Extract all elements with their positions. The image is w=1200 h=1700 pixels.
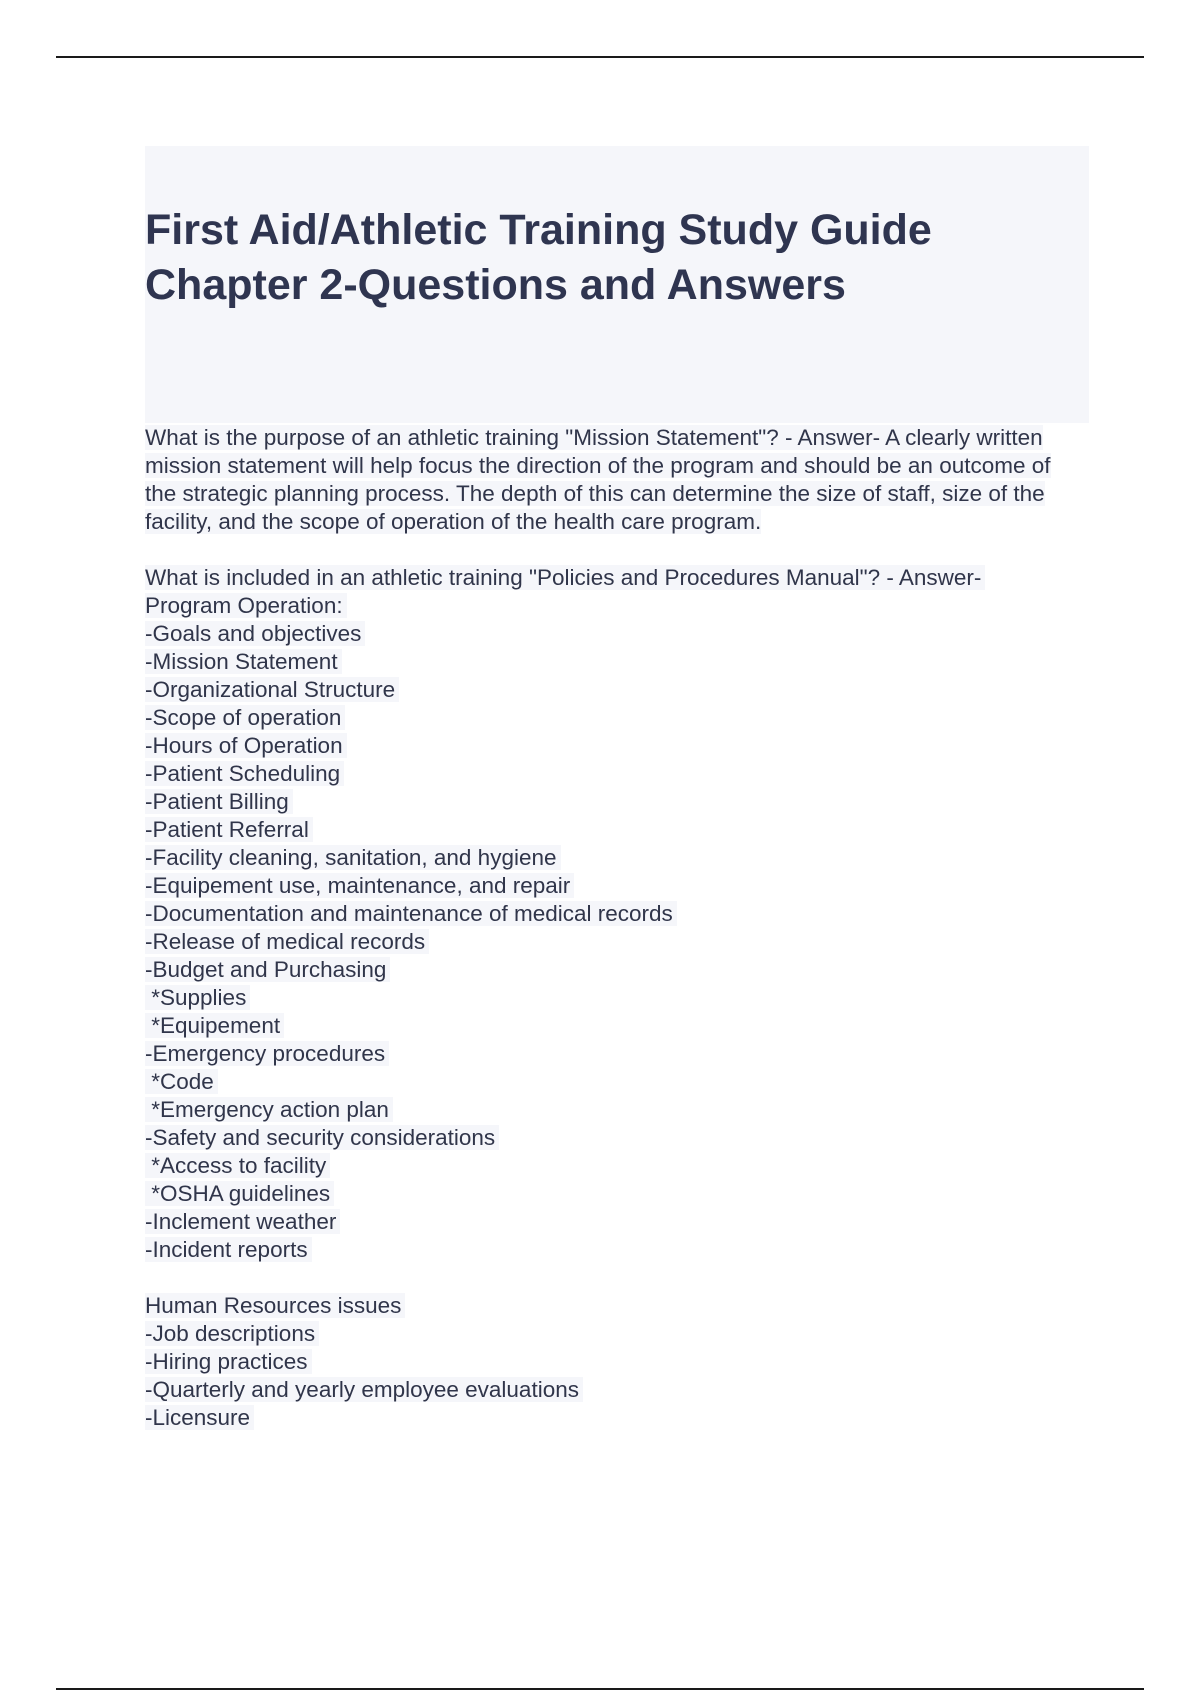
document-body xyxy=(145,424,1075,1432)
policies-item-line xyxy=(145,1096,1075,1124)
policies-item-line-text: -Scope of operation xyxy=(145,705,345,730)
policies-item-line xyxy=(145,1152,1075,1180)
policies-item-line-text: *Equipement xyxy=(145,1013,284,1038)
policies-item-line xyxy=(145,1068,1075,1096)
policies-item-line-text: *Access to facility xyxy=(145,1153,330,1178)
human-resources-section xyxy=(145,1292,1075,1432)
hr-item-line-text: -Quarterly and yearly employee evaluations xyxy=(145,1377,583,1402)
title-line-2: Chapter 2-Questions and Answers xyxy=(145,261,846,309)
policies-item-line xyxy=(145,620,1075,648)
policies-item-line-text: -Hours of Operation xyxy=(145,733,347,758)
policies-item-line-text: *Supplies xyxy=(145,985,250,1010)
policies-item-line xyxy=(145,984,1075,1012)
policies-item-line-text: What is included in an athletic training "Policies and Procedures Manual"? - Answer- xyxy=(145,565,985,590)
policies-item-line-text: *Emergency action plan xyxy=(145,1097,393,1122)
hr-item-line-text: Human Resources issues xyxy=(145,1293,405,1318)
question-mission-statement-text: What is the purpose of an athletic training "Mission Statement"? - Answer- A clearly written mission statement will help focus the direction of the program and should be an outcome of the strategic planning process. The depth of this can determine the size of staff, size of the facility, and the scope of operation of the health care program. xyxy=(145,425,1051,534)
policies-item-line xyxy=(145,592,1075,620)
policies-item-line xyxy=(145,564,1075,592)
policies-item-line-text: -Safety and security considerations xyxy=(145,1125,499,1150)
hr-item-line xyxy=(145,1376,1075,1404)
hr-item-line xyxy=(145,1404,1075,1432)
policies-item-line xyxy=(145,844,1075,872)
policies-item-line-text: -Budget and Purchasing xyxy=(145,957,390,982)
policies-item-line-text: *Code xyxy=(145,1069,218,1094)
bottom-rule xyxy=(56,1688,1144,1690)
policies-item-line xyxy=(145,816,1075,844)
policies-item-line xyxy=(145,900,1075,928)
policies-item-line xyxy=(145,1208,1075,1236)
hr-item-line xyxy=(145,1320,1075,1348)
policies-item-line-text: -Organizational Structure xyxy=(145,677,399,702)
policies-item-line xyxy=(145,872,1075,900)
policies-item-line-text: -Equipement use, maintenance, and repair xyxy=(145,873,574,898)
page-title xyxy=(145,203,1085,313)
policies-item-line-text: -Release of medical records xyxy=(145,929,429,954)
policies-item-line xyxy=(145,676,1075,704)
question-mission-statement xyxy=(145,424,1075,536)
policies-item-line xyxy=(145,1012,1075,1040)
title-line-1: First Aid/Athletic Training Study Guide xyxy=(145,206,932,254)
policies-item-line-text: -Incident reports xyxy=(145,1237,312,1262)
policies-item-line-text: -Patient Billing xyxy=(145,789,293,814)
policies-item-line xyxy=(145,956,1075,984)
policies-item-line-text: *OSHA guidelines xyxy=(145,1181,334,1206)
policies-item-line xyxy=(145,1040,1075,1068)
policies-item-line xyxy=(145,928,1075,956)
policies-item-line xyxy=(145,788,1075,816)
policies-item-line-text: -Emergency procedures xyxy=(145,1041,389,1066)
policies-item-line xyxy=(145,1124,1075,1152)
policies-item-line xyxy=(145,760,1075,788)
hr-item-line-text: -Licensure xyxy=(145,1405,254,1430)
hr-item-line-text: -Job descriptions xyxy=(145,1321,319,1346)
hr-item-line xyxy=(145,1292,1075,1320)
policies-item-line-text: -Inclement weather xyxy=(145,1209,340,1234)
policies-item-line-text: -Mission Statement xyxy=(145,649,342,674)
policies-item-line xyxy=(145,704,1075,732)
policies-item-line xyxy=(145,1180,1075,1208)
policies-item-line xyxy=(145,648,1075,676)
policies-item-line-text: -Patient Referral xyxy=(145,817,313,842)
policies-item-line xyxy=(145,1236,1075,1264)
hr-item-line-text: -Hiring practices xyxy=(145,1349,312,1374)
policies-item-line-text: -Documentation and maintenance of medical records xyxy=(145,901,677,926)
policies-item-line-text: Program Operation: xyxy=(145,593,347,618)
policies-item-line-text: -Facility cleaning, sanitation, and hygiene xyxy=(145,845,561,870)
policies-item-line-text: -Patient Scheduling xyxy=(145,761,344,786)
policies-item-line-text: -Goals and objectives xyxy=(145,621,365,646)
policies-item-line xyxy=(145,732,1075,760)
question-policies-manual xyxy=(145,564,1075,1264)
hr-item-line xyxy=(145,1348,1075,1376)
top-rule xyxy=(56,56,1144,58)
